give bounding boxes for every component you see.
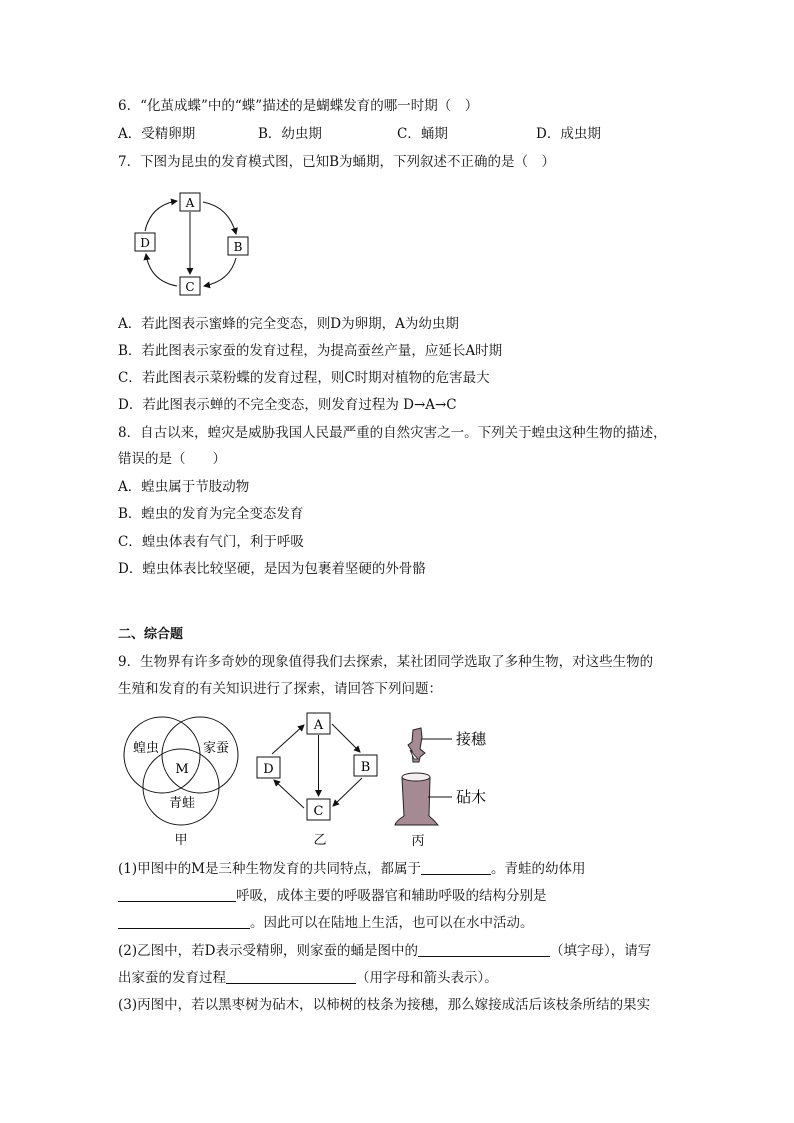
cycle-node-c: C xyxy=(313,804,324,819)
q9-p2-line2 xyxy=(118,968,498,988)
cycle-node-a: A xyxy=(313,718,324,733)
q7-option-d: D．若此图表示蝉的不完全变态，则发育过程为 D→A→C xyxy=(118,397,457,413)
venn-label-frog: 青蛙 xyxy=(168,796,196,811)
q6-option-a: A．受精卵期 xyxy=(118,126,196,142)
q8-option-b: B．蝗虫的发育为完全变态发育 xyxy=(118,506,304,522)
q9-stem-line2: 生殖和发育的有关知识进行了探索，请回答下列问题： xyxy=(118,681,442,697)
answer-blank-5[interactable] xyxy=(226,969,356,984)
venn-label-m: M xyxy=(175,762,189,777)
q9-p2-text-c: 出家蚕的发育过程 xyxy=(118,970,226,986)
answer-blank-1[interactable] xyxy=(421,860,491,875)
q8-option-a: A．蝗虫属于节肢动物 xyxy=(118,479,250,495)
q9-p2-text-b: （填字母），请写 xyxy=(549,943,652,959)
answer-blank-3[interactable] xyxy=(118,914,250,929)
q9-p2-text-a: (2)乙图中，若D表示受精卵，则家蚕的蛹是图中的 xyxy=(118,943,418,959)
q9-p2-line1 xyxy=(118,941,651,961)
cycle-node-b: B xyxy=(360,760,371,775)
q9-p1-text-a: (1)甲图中的M是三种生物发育的共同特点，都属于 xyxy=(118,861,421,877)
q7-node-d: D xyxy=(140,236,150,250)
graft-label-scion: 接穗 xyxy=(456,730,487,748)
q6-option-d: D．成虫期 xyxy=(536,126,601,142)
q7-node-a: A xyxy=(185,196,195,210)
q8-option-c: C．蝗虫体表有气门，利于呼吸 xyxy=(118,534,304,550)
cycle-node-d: D xyxy=(263,762,274,777)
q9-p1-text-d: 。因此可以在陆地上生活，也可以在水中活动。 xyxy=(250,915,534,931)
q9-p1-text-b: 。青蛙的幼体用 xyxy=(490,861,586,877)
answer-blank-4[interactable] xyxy=(418,942,550,957)
q9-stem-line1: 9．生物界有许多奇妙的现象值得我们去探索，某社团同学选取了多种生物，对这些生物的 xyxy=(118,654,654,670)
cycle-diagram xyxy=(252,705,387,850)
q9-p1-text-c: 呼吸，成体主要的呼吸器官和辅助呼吸的结构分别是 xyxy=(236,888,547,904)
q8-stem-line2: 错误的是（ ） xyxy=(118,451,226,467)
venn-label-locust: 蝗虫 xyxy=(132,741,160,756)
grafting-illustration xyxy=(392,715,502,850)
q9-p3-line1: (3)丙图中，若以黑枣树为砧木，以柿树的枝条为接穗，那么嫁接成活后该枝条所结的果实 xyxy=(118,997,651,1013)
graft-caption: 丙 xyxy=(411,834,425,849)
q9-p1-line3 xyxy=(118,913,534,933)
q7-option-c: C．若此图表示菜粉蝶的发育过程，则C时期对植物的危害最大 xyxy=(118,370,490,386)
graft-label-stock: 砧木 xyxy=(456,788,487,806)
q7-node-c: C xyxy=(185,280,195,294)
q8-stem-line1: 8．自古以来，蝗灾是威胁我国人民最严重的自然灾害之一。下列关于蝗虫这种生物的描述， xyxy=(118,425,667,441)
q7-option-b: B．若此图表示家蚕的发育过程，为提高蚕丝产量，应延长A时期 xyxy=(118,343,503,359)
q7-node-b: B xyxy=(233,240,243,254)
cycle-caption: 乙 xyxy=(313,833,327,848)
q9-p2-text-d: （用字母和箭头表示）。 xyxy=(356,970,498,986)
section-title: 二、综合题 xyxy=(118,627,184,642)
venn-diagram xyxy=(118,715,248,850)
q7-cycle-diagram xyxy=(125,185,265,305)
q6-option-b: B．幼虫期 xyxy=(258,126,322,142)
q7-option-a: A．若此图表示蜜蜂的完全变态，则D为卵期，A为幼虫期 xyxy=(118,316,459,332)
venn-label-silkworm: 家蚕 xyxy=(202,741,230,756)
q9-p1-line1 xyxy=(118,859,585,879)
q9-p1-line2 xyxy=(118,886,547,906)
q7-stem: 7．下图为昆虫的发育模式图，已知B为蛹期，下列叙述不正确的是（ ） xyxy=(118,154,556,170)
q6-option-c: C．蛹期 xyxy=(397,126,448,142)
answer-blank-2[interactable] xyxy=(118,887,236,902)
q8-option-d: D．蝗虫体表比较坚硬，是因为包裹着坚硬的外骨骼 xyxy=(118,561,426,577)
venn-caption: 甲 xyxy=(174,833,188,848)
q6-stem: 6．“化茧成蝶”中的“蝶”描述的是蝴蝶发育的哪一时期（ ） xyxy=(118,98,479,114)
